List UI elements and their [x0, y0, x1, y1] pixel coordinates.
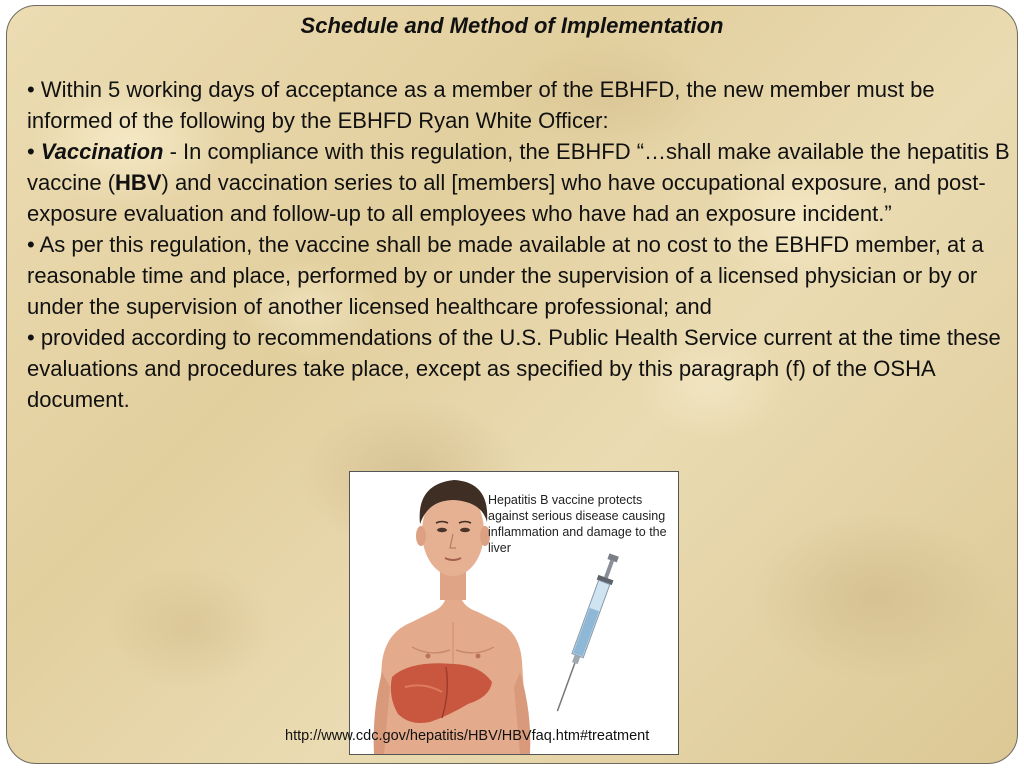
bullet-4	[27, 322, 1012, 415]
bullet-4-text: provided according to recommendations of the U.S. Public Health Service current at the time these evaluations and procedures take place, except as specified by this paragraph (f) of the OSHA document.	[27, 325, 1001, 412]
slide-title: Schedule and Method of Implementation	[300, 13, 724, 38]
slide	[6, 5, 1018, 764]
source-url: http://www.cdc.gov/hepatitis/HBV/HBVfaq.htm#treatment	[285, 728, 650, 744]
bullet-2	[27, 136, 1012, 229]
bullet-marker: •	[27, 77, 35, 102]
hbv-abbreviation: HBV	[115, 170, 162, 195]
bullet-2-text-b: ) and vaccination series to all [members] who have occupational exposure, and post-exposure evaluation and follow-up to all employees who have had an exposure incident.”	[27, 170, 986, 226]
bullet-marker: •	[27, 232, 35, 257]
bullet-3	[27, 229, 1012, 322]
bullet-1-text: Within 5 working days of acceptance as a member of the EBHFD, the new member must be informed of the following by the EBHFD Ryan White Officer:	[27, 77, 935, 133]
bullet-1	[27, 74, 1012, 136]
bullet-marker: •	[27, 139, 35, 164]
figure-caption: Hepatitis B vaccine protects against serious disease causing inflammation and damage to the liver	[488, 493, 667, 555]
bullet-2-text-a: - In compliance with this regulation, the EBHFD “…shall make available the hepatitis B vaccine (	[27, 139, 1010, 195]
hepatitis-b-figure	[349, 471, 679, 755]
bullet-3-text: As per this regulation, the vaccine shall be made available at no cost to the EBHFD member, at a reasonable time and place, performed by or under the supervision of a licensed physician or by or under the supervision of another licensed healthcare professional; and	[27, 232, 984, 319]
slide-body	[27, 74, 1012, 415]
bullet-marker: •	[27, 325, 35, 350]
vaccination-term: Vaccination	[40, 139, 164, 164]
